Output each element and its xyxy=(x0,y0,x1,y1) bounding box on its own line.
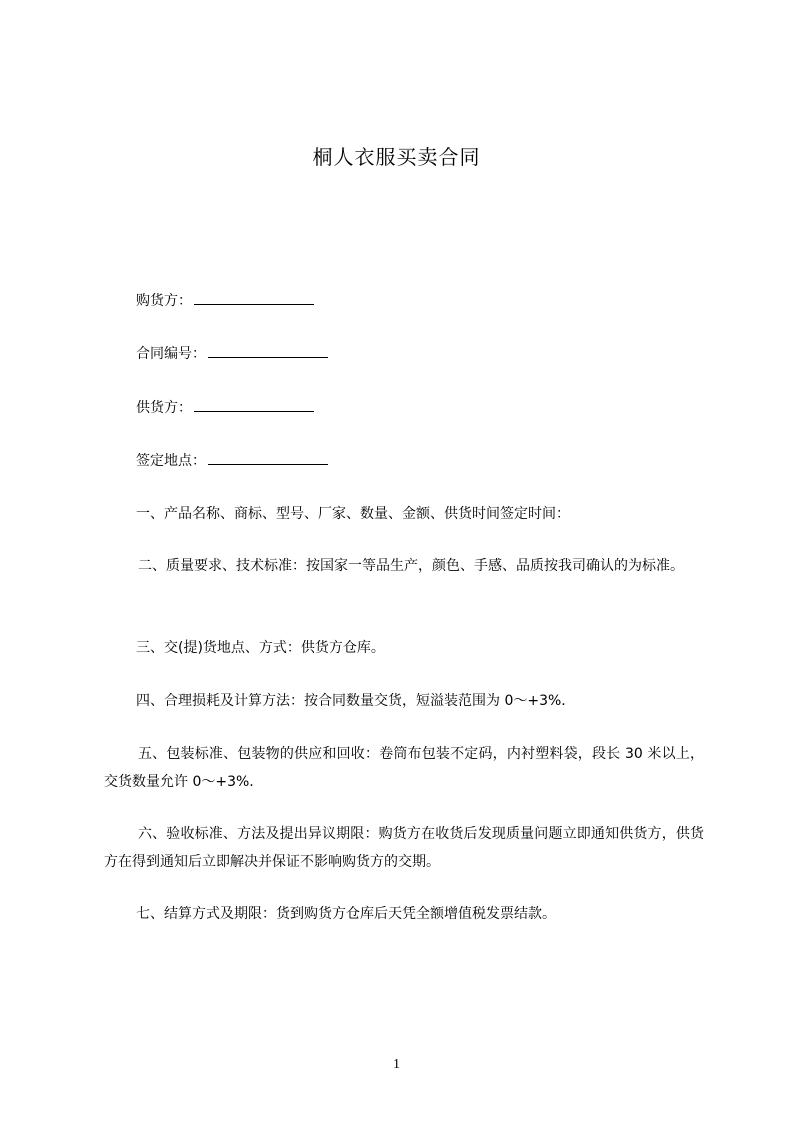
clause-7: 七、结算方式及期限：货到购货方仓库后天凭全额增值税发票结款。 xyxy=(136,906,556,922)
page-number: 1 xyxy=(393,1057,400,1072)
clause-6: 六、验收标准、方法及提出异议期限：购货方在收货后发现质量问题立即通知供货方，供货方在得到通知后立即解决并保证不影响购货方的交期。 xyxy=(104,826,704,870)
field-buyer-label: 购货方： xyxy=(136,293,192,309)
document-title: 桐人衣服买卖合同 xyxy=(312,145,481,169)
field-signing-place-label: 签定地点： xyxy=(136,453,206,469)
clause-5: 五、包装标准、包装物的供应和回收：卷筒布包装不定码，内衬塑料袋，段长 30 米以上，交货数量允许 0～+3%. xyxy=(104,746,704,790)
field-supplier-blank xyxy=(194,397,314,412)
field-contract-number-label: 合同编号： xyxy=(136,346,206,362)
clause-4: 四、合理损耗及计算方法：按合同数量交货，短溢装范围为 0～+3%. xyxy=(136,693,566,709)
field-supplier xyxy=(136,397,314,418)
clause-2: 二、质量要求、技术标准：按国家一等品生产，颜色、手感、品质按我司确认的为标准。 xyxy=(138,558,684,574)
field-supplier-label: 供货方： xyxy=(136,400,192,416)
clause-1: 一、产品名称、商标、型号、厂家、数量、金额、供货时间签定时间： xyxy=(136,506,570,522)
field-contract-number-blank xyxy=(208,343,328,358)
field-buyer xyxy=(136,290,314,311)
field-buyer-blank xyxy=(194,290,314,305)
field-contract-number xyxy=(136,343,328,364)
clause-3: 三、交(提)货地点、方式：供货方仓库。 xyxy=(136,640,385,656)
field-signing-place-blank xyxy=(208,450,328,465)
field-signing-place xyxy=(136,450,328,471)
